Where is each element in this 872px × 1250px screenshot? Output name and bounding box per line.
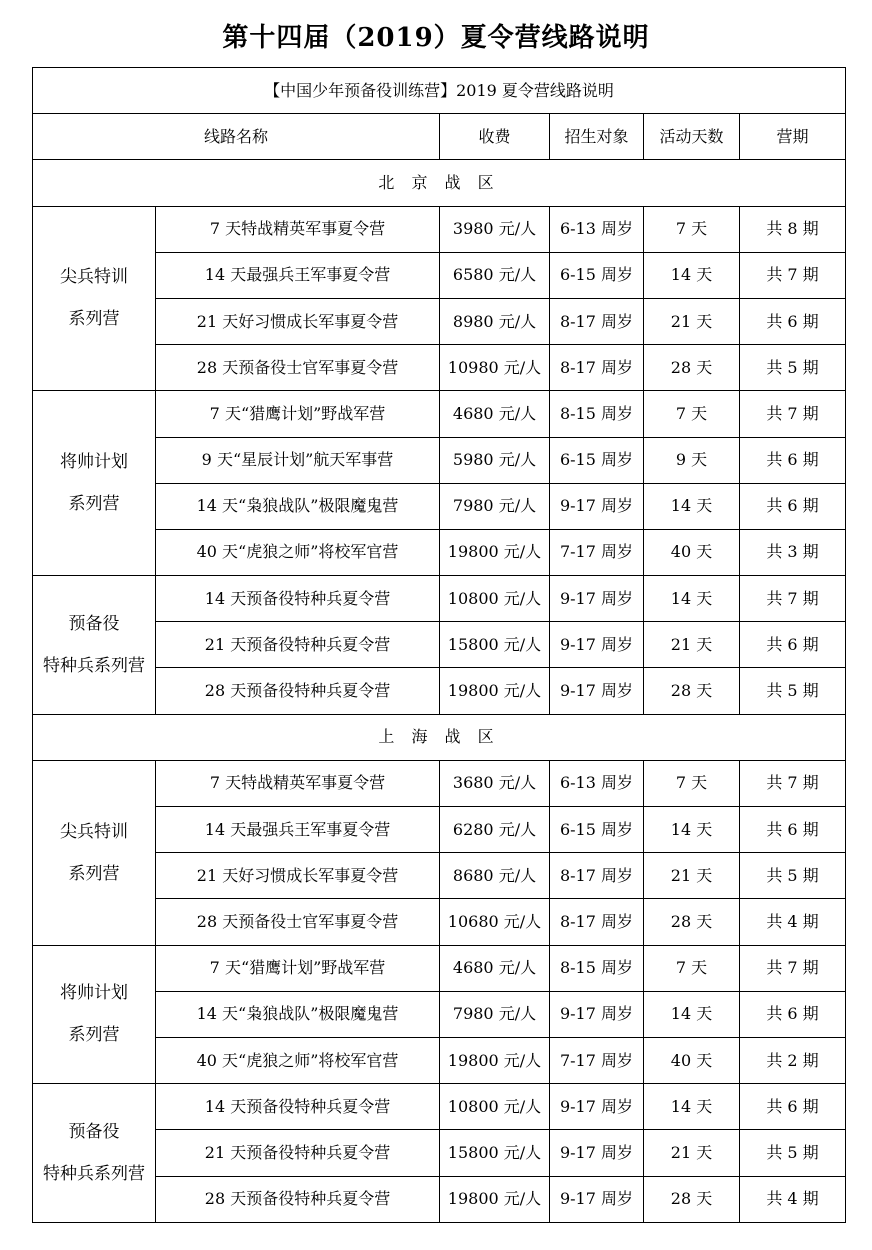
age-range-cell: 8-17 周岁 — [550, 853, 644, 899]
sessions-cell: 共 6 期 — [740, 483, 846, 529]
sessions-cell: 共 5 期 — [740, 1130, 846, 1176]
days-cell: 40 天 — [644, 1037, 740, 1083]
sessions-cell: 共 7 期 — [740, 945, 846, 991]
sessions-cell: 共 5 期 — [740, 668, 846, 714]
fee-cell: 8980 元/人 — [440, 298, 550, 344]
sessions-cell: 共 6 期 — [740, 1084, 846, 1130]
fee-cell: 19800 元/人 — [440, 1037, 550, 1083]
table-row — [33, 576, 846, 622]
age-range-cell: 8-17 周岁 — [550, 899, 644, 945]
fee-cell: 10680 元/人 — [440, 899, 550, 945]
days-cell: 7 天 — [644, 391, 740, 437]
header-row — [33, 114, 846, 160]
table-row — [33, 206, 846, 252]
age-range-cell: 8-15 周岁 — [550, 945, 644, 991]
days-cell: 28 天 — [644, 668, 740, 714]
fee-cell: 19800 元/人 — [440, 1176, 550, 1223]
fee-cell: 15800 元/人 — [440, 622, 550, 668]
days-cell: 21 天 — [644, 1130, 740, 1176]
route-name-cell: 7 天“猎鹰计划”野战军营 — [156, 945, 440, 991]
age-range-cell: 6-15 周岁 — [550, 437, 644, 483]
fee-cell: 6580 元/人 — [440, 252, 550, 298]
sessions-cell: 共 7 期 — [740, 391, 846, 437]
fee-cell: 7980 元/人 — [440, 483, 550, 529]
fee-cell: 5980 元/人 — [440, 437, 550, 483]
series-name — [33, 1084, 156, 1223]
route-name-cell: 7 天“猎鹰计划”野战军营 — [156, 391, 440, 437]
table-row — [33, 760, 846, 806]
series-name-line: 预备役 — [68, 613, 120, 634]
age-range-cell: 9-17 周岁 — [550, 668, 644, 714]
age-range-cell: 7-17 周岁 — [550, 529, 644, 575]
fee-cell: 19800 元/人 — [440, 668, 550, 714]
age-range-cell: 6-13 周岁 — [550, 760, 644, 806]
series-name — [33, 945, 156, 1084]
series-name-line: 系列营 — [68, 309, 120, 330]
route-table — [32, 67, 846, 1223]
sessions-cell: 共 6 期 — [740, 807, 846, 853]
zone-title: 北 京 战 区 — [33, 160, 846, 206]
fee-cell: 15800 元/人 — [440, 1130, 550, 1176]
days-cell: 7 天 — [644, 945, 740, 991]
days-cell: 14 天 — [644, 807, 740, 853]
route-name-cell: 28 天预备役特种兵夏令营 — [156, 1176, 440, 1223]
route-name-cell: 14 天最强兵王军事夏令营 — [156, 252, 440, 298]
fee-cell: 10800 元/人 — [440, 576, 550, 622]
days-cell: 14 天 — [644, 576, 740, 622]
series-name — [33, 760, 156, 945]
fee-cell: 10800 元/人 — [440, 1084, 550, 1130]
sessions-cell: 共 5 期 — [740, 853, 846, 899]
days-cell: 21 天 — [644, 298, 740, 344]
sessions-cell: 共 5 期 — [740, 345, 846, 391]
sessions-cell: 共 7 期 — [740, 252, 846, 298]
sessions-cell: 共 6 期 — [740, 991, 846, 1037]
route-name-cell: 14 天最强兵王军事夏令营 — [156, 807, 440, 853]
series-name-line: 系列营 — [68, 1025, 120, 1046]
subtitle-row — [33, 68, 846, 114]
sessions-cell: 共 8 期 — [740, 206, 846, 252]
age-range-cell: 8-15 周岁 — [550, 391, 644, 437]
days-cell: 9 天 — [644, 437, 740, 483]
fee-cell: 7980 元/人 — [440, 991, 550, 1037]
age-range-cell: 9-17 周岁 — [550, 991, 644, 1037]
age-range-cell: 9-17 周岁 — [550, 622, 644, 668]
series-name-line: 系列营 — [68, 863, 120, 884]
series-name-line: 将帅计划 — [60, 983, 128, 1004]
route-name-cell: 14 天预备役特种兵夏令营 — [156, 576, 440, 622]
route-name-cell: 14 天“枭狼战队”极限魔鬼营 — [156, 483, 440, 529]
days-cell: 21 天 — [644, 622, 740, 668]
age-range-cell: 8-17 周岁 — [550, 345, 644, 391]
age-range-cell: 6-15 周岁 — [550, 807, 644, 853]
route-name-cell: 40 天“虎狼之师”将校军官营 — [156, 1037, 440, 1083]
sessions-cell: 共 2 期 — [740, 1037, 846, 1083]
route-name-cell: 28 天预备役士官军事夏令营 — [156, 345, 440, 391]
fee-cell: 3680 元/人 — [440, 760, 550, 806]
days-cell: 40 天 — [644, 529, 740, 575]
sessions-cell: 共 4 期 — [740, 899, 846, 945]
series-name-line: 特种兵系列营 — [43, 655, 145, 676]
series-name-line: 系列营 — [68, 494, 120, 515]
sessions-cell: 共 4 期 — [740, 1176, 846, 1223]
route-name-cell: 21 天预备役特种兵夏令营 — [156, 622, 440, 668]
table-subtitle: 【中国少年预备役训练营】2019 夏令营线路说明 — [33, 68, 846, 114]
route-name-cell: 7 天特战精英军事夏令营 — [156, 206, 440, 252]
route-table-body — [33, 68, 846, 1223]
age-range-cell: 6-13 周岁 — [550, 206, 644, 252]
days-cell: 14 天 — [644, 991, 740, 1037]
age-range-cell: 9-17 周岁 — [550, 1176, 644, 1223]
series-name — [33, 391, 156, 576]
sessions-cell: 共 7 期 — [740, 760, 846, 806]
sessions-cell: 共 6 期 — [740, 298, 846, 344]
route-name-cell: 28 天预备役士官军事夏令营 — [156, 899, 440, 945]
series-name-line: 将帅计划 — [60, 452, 128, 473]
table-row — [33, 391, 846, 437]
fee-cell: 19800 元/人 — [440, 529, 550, 575]
route-name-cell: 14 天预备役特种兵夏令营 — [156, 1084, 440, 1130]
route-name-cell: 28 天预备役特种兵夏令营 — [156, 668, 440, 714]
route-name-cell: 7 天特战精英军事夏令营 — [156, 760, 440, 806]
age-range-cell: 9-17 周岁 — [550, 576, 644, 622]
table-row — [33, 945, 846, 991]
fee-cell: 4680 元/人 — [440, 391, 550, 437]
age-range-cell: 9-17 周岁 — [550, 1130, 644, 1176]
series-name-line: 尖兵特训 — [60, 821, 128, 842]
route-name-cell: 40 天“虎狼之师”将校军官营 — [156, 529, 440, 575]
header-fee: 收费 — [440, 114, 550, 160]
route-name-cell: 9 天“星辰计划”航天军事营 — [156, 437, 440, 483]
series-name-line: 预备役 — [68, 1122, 120, 1143]
sessions-cell: 共 6 期 — [740, 437, 846, 483]
days-cell: 28 天 — [644, 1176, 740, 1223]
header-target: 招生对象 — [550, 114, 644, 160]
age-range-cell: 9-17 周岁 — [550, 1084, 644, 1130]
days-cell: 7 天 — [644, 206, 740, 252]
sessions-cell: 共 3 期 — [740, 529, 846, 575]
zone-row — [33, 160, 846, 206]
fee-cell: 4680 元/人 — [440, 945, 550, 991]
header-sessions: 营期 — [740, 114, 846, 160]
header-route-name: 线路名称 — [33, 114, 440, 160]
fee-cell: 8680 元/人 — [440, 853, 550, 899]
header-days: 活动天数 — [644, 114, 740, 160]
route-name-cell: 14 天“枭狼战队”极限魔鬼营 — [156, 991, 440, 1037]
days-cell: 14 天 — [644, 1084, 740, 1130]
fee-cell: 6280 元/人 — [440, 807, 550, 853]
days-cell: 28 天 — [644, 345, 740, 391]
table-row — [33, 1084, 846, 1130]
series-name — [33, 576, 156, 715]
zone-title: 上 海 战 区 — [33, 714, 846, 760]
days-cell: 7 天 — [644, 760, 740, 806]
days-cell: 14 天 — [644, 483, 740, 529]
route-name-cell: 21 天好习惯成长军事夏令营 — [156, 853, 440, 899]
age-range-cell: 7-17 周岁 — [550, 1037, 644, 1083]
series-name-line: 特种兵系列营 — [43, 1164, 145, 1185]
age-range-cell: 6-15 周岁 — [550, 252, 644, 298]
sessions-cell: 共 6 期 — [740, 622, 846, 668]
age-range-cell: 8-17 周岁 — [550, 298, 644, 344]
series-name-line: 尖兵特训 — [60, 267, 128, 288]
route-name-cell: 21 天好习惯成长军事夏令营 — [156, 298, 440, 344]
fee-cell: 10980 元/人 — [440, 345, 550, 391]
days-cell: 14 天 — [644, 252, 740, 298]
sessions-cell: 共 7 期 — [740, 576, 846, 622]
fee-cell: 3980 元/人 — [440, 206, 550, 252]
page-title: 第十四届（2019）夏令营线路说明 — [222, 23, 650, 53]
series-name — [33, 206, 156, 391]
days-cell: 21 天 — [644, 853, 740, 899]
age-range-cell: 9-17 周岁 — [550, 483, 644, 529]
zone-row — [33, 714, 846, 760]
days-cell: 28 天 — [644, 899, 740, 945]
route-name-cell: 21 天预备役特种兵夏令营 — [156, 1130, 440, 1176]
